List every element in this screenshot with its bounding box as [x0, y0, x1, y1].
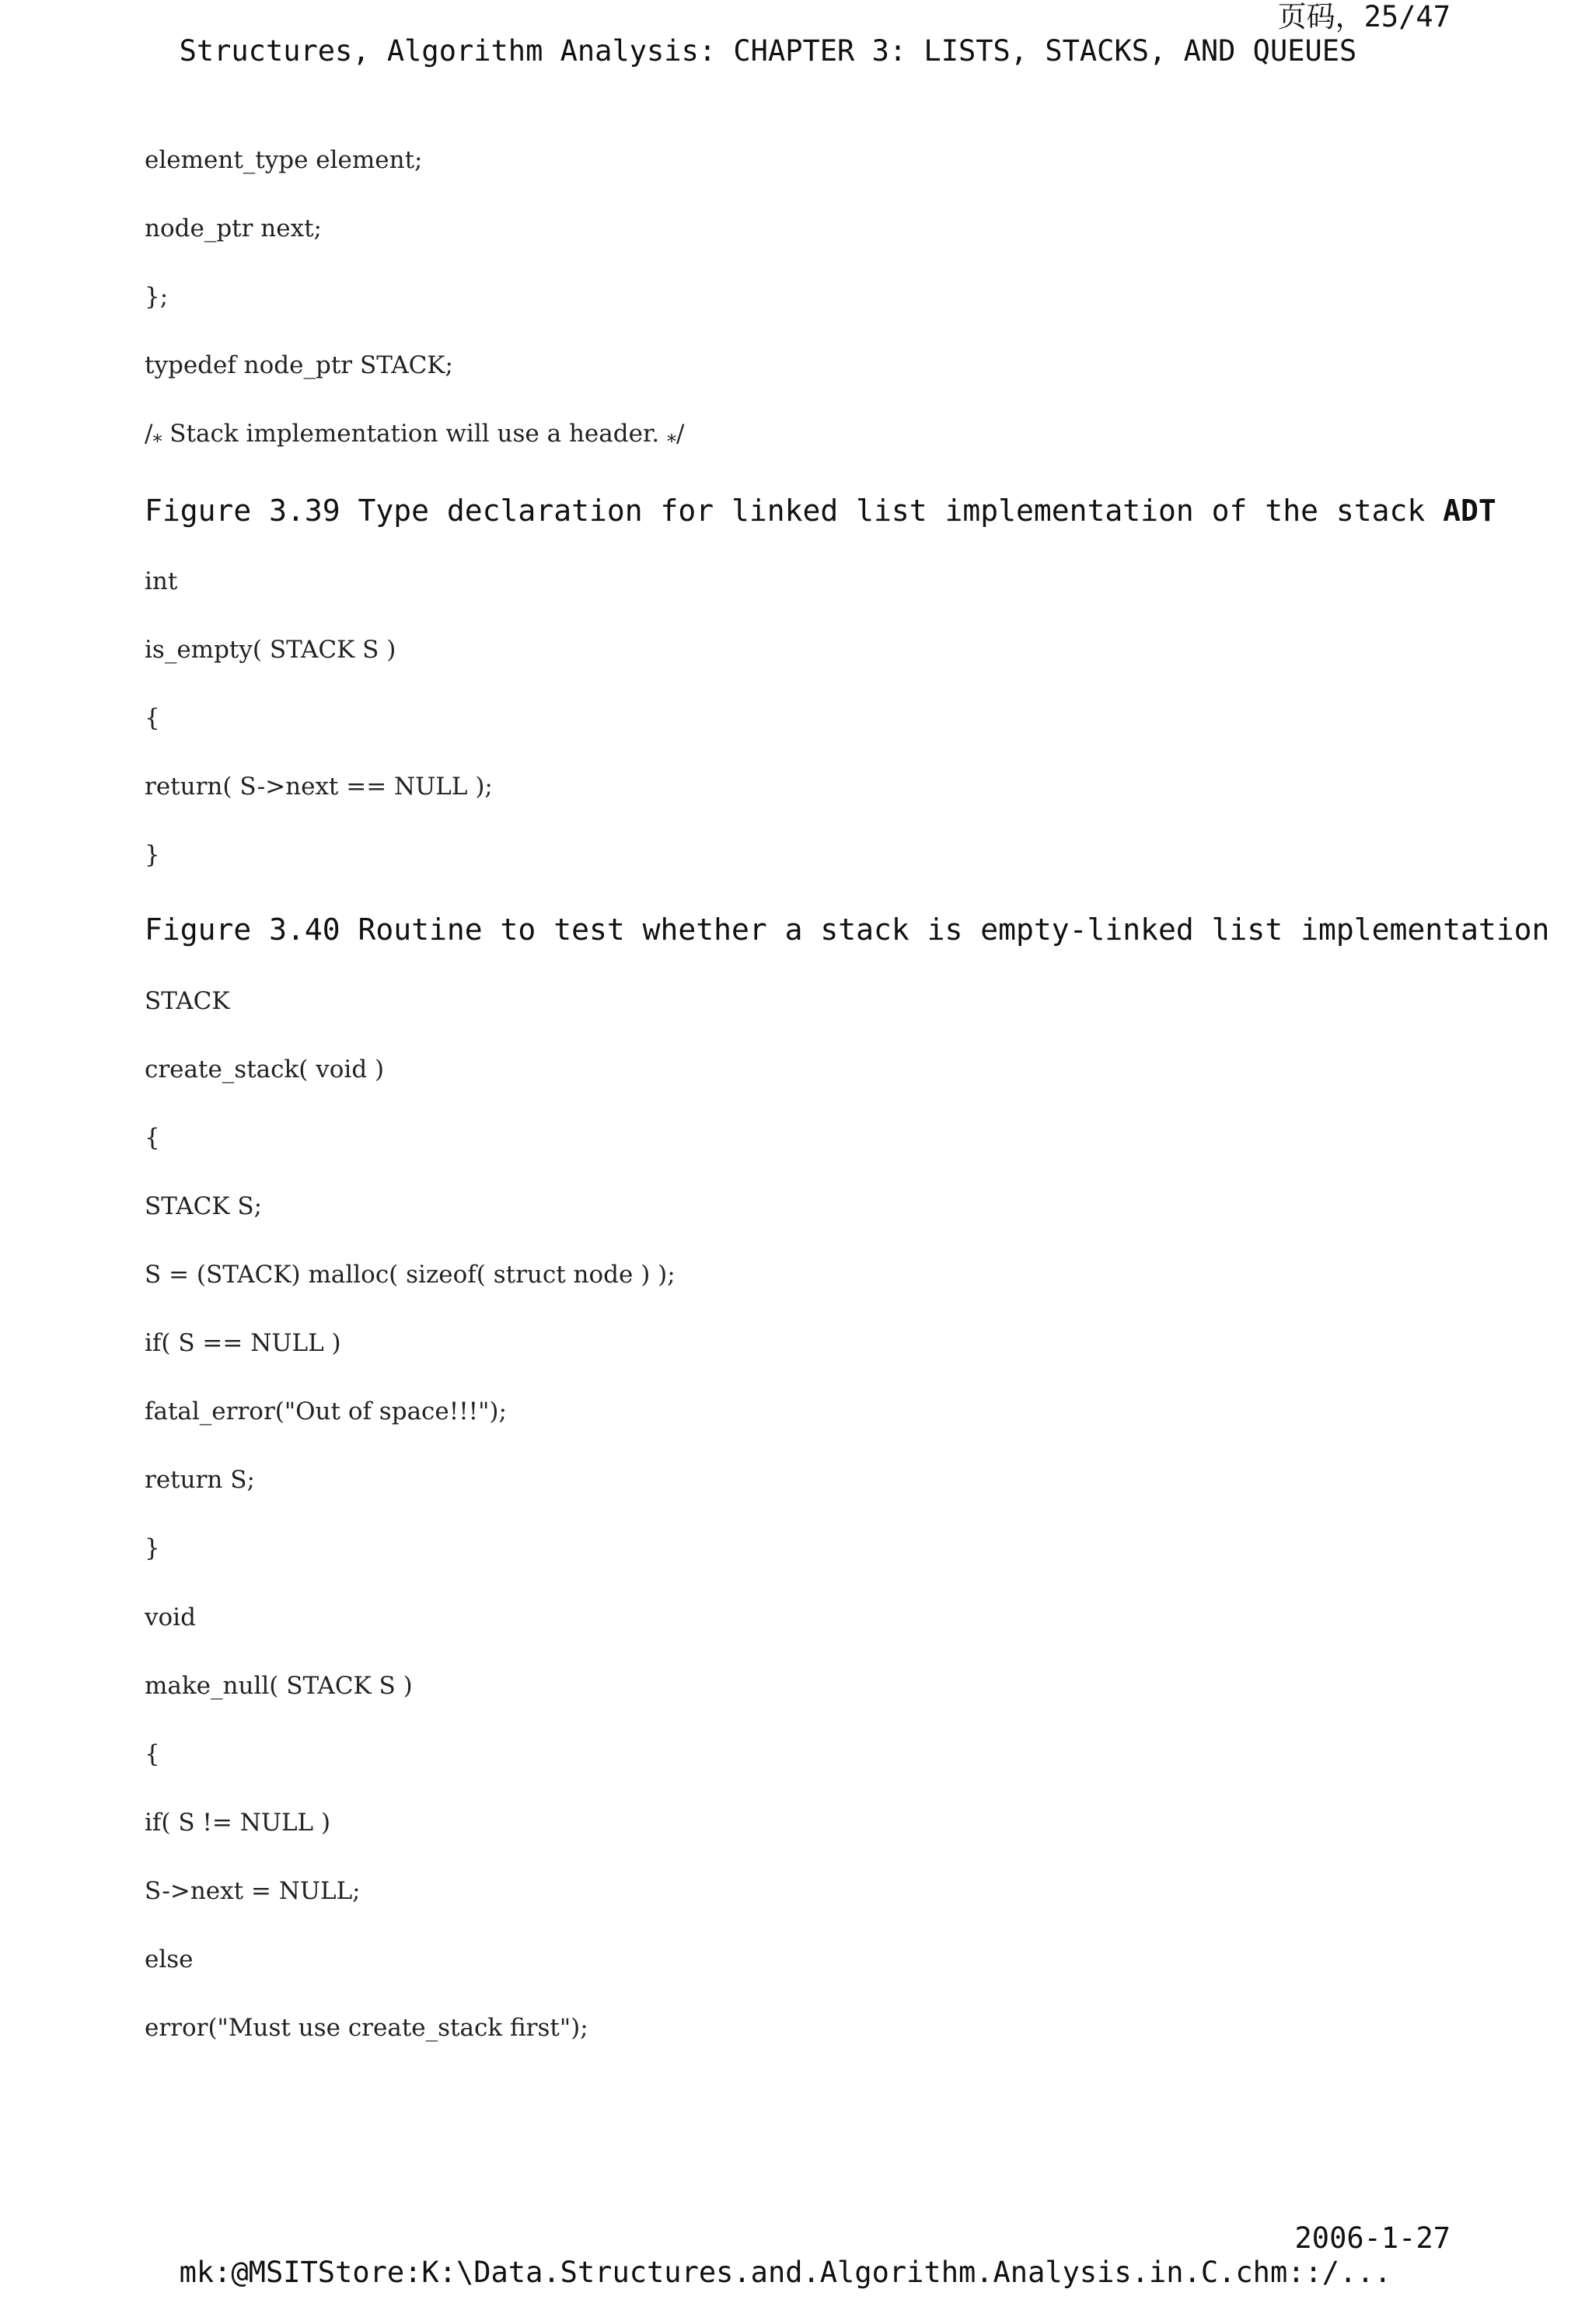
code-line: create_stack( void ) — [145, 1056, 385, 1083]
comment-close: / — [676, 420, 685, 448]
code-line: { — [145, 704, 160, 732]
code-line: element_type element; — [145, 146, 423, 174]
code-line: int — [145, 567, 178, 595]
comment-open: / — [145, 420, 153, 448]
comment-star-open: * — [152, 431, 162, 452]
code-line: S = (STACK) malloc( sizeof( struct node ) ); — [145, 1261, 676, 1289]
page-header — [145, 0, 1451, 68]
code-line: if( S == NULL ) — [145, 1329, 341, 1357]
code-line: make_null( STACK S ) — [145, 1672, 413, 1700]
code-line: node_ptr next; — [145, 215, 322, 243]
code-line: void — [145, 1603, 196, 1631]
header-page-number: 页码，25/47 — [1277, 0, 1451, 33]
code-line: S->next = NULL; — [145, 1877, 361, 1905]
figure-caption-3-39 — [145, 492, 1496, 529]
code-line: return( S->next == NULL ); — [145, 773, 493, 801]
code-line: } — [145, 1534, 160, 1562]
code-line: return S; — [145, 1466, 255, 1494]
code-line: else — [145, 1945, 194, 1973]
footer-path: mk:@MSITStore:K:\Data.Structures.and.Algorithm.Analysis.in.C.chm::/... — [179, 2256, 1391, 2289]
comment-text: Stack implementation will use a header. — [162, 420, 668, 448]
code-line: { — [145, 1124, 160, 1152]
code-line: if( S != NULL ) — [145, 1809, 331, 1837]
code-line: typedef node_ptr STACK; — [145, 351, 453, 379]
caption-text: Figure 3.39 Type declaration for linked list implementation of the stack — [145, 494, 1444, 528]
code-line: fatal_error("Out of space!!!"); — [145, 1398, 507, 1425]
code-line: STACK — [145, 987, 230, 1015]
code-line: { — [145, 1740, 160, 1768]
code-line: } — [145, 841, 160, 869]
code-line: STACK S; — [145, 1192, 263, 1220]
code-line: }; — [145, 283, 169, 311]
header-title: Structures, Algorithm Analysis: CHAPTER 3: LISTS, STACKS, AND QUEUES — [179, 34, 1357, 68]
comment-star-close: * — [667, 431, 677, 452]
figure-caption-3-40: Figure 3.40 Routine to test whether a stack is empty-linked list implementation — [145, 913, 1550, 947]
caption-bold-term: ADT — [1443, 494, 1496, 528]
page-footer — [145, 2221, 1451, 2289]
code-comment-line — [145, 418, 685, 452]
code-line: is_empty( STACK S ) — [145, 636, 396, 664]
footer-date: 2006-1-27 — [1294, 2221, 1451, 2255]
code-line: error("Must use create_stack first"); — [145, 2014, 588, 2042]
